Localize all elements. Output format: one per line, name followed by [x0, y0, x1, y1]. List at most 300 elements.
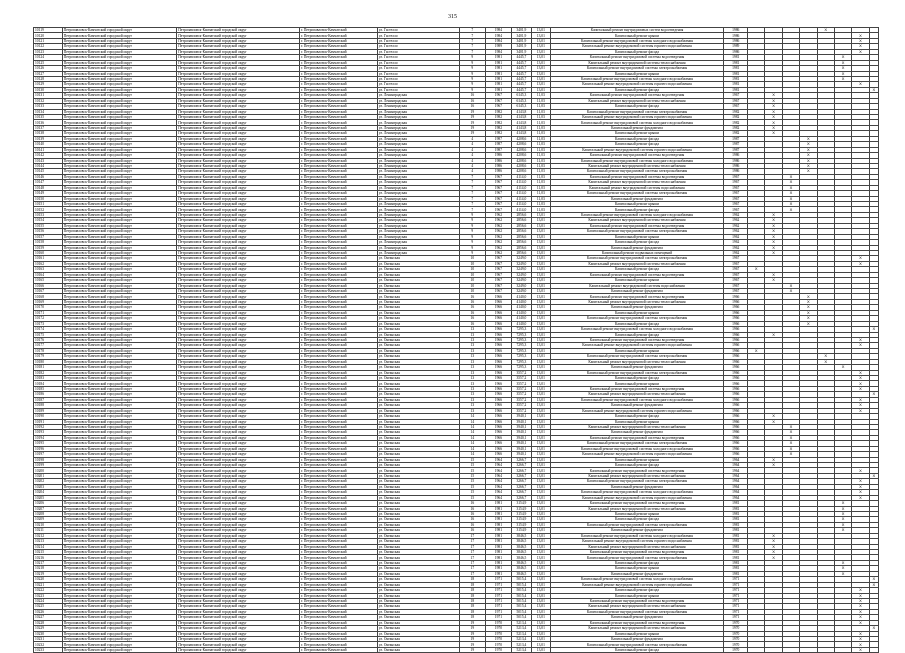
cell-city: г. Петропавловск-Камчатский	[299, 484, 377, 489]
cell-street: ул. Ленинградская	[377, 218, 459, 223]
cell-settlement: Петропавловск-Камчатский городской округ	[177, 593, 300, 598]
cell-cost: 13,01	[532, 511, 550, 516]
cell-work: Капитальный ремонт внутридомовой системы теплоснабжения	[550, 180, 724, 185]
cell-period: 1962	[724, 229, 748, 234]
cell-municipality: Петропавловск-Камчатский городской округ	[62, 272, 177, 277]
cell-num: 10162	[34, 261, 63, 266]
cell-house: 14	[459, 419, 486, 424]
cell-city: г. Петропавловск-Камчатский	[299, 109, 377, 114]
cell-cost: 13,01	[532, 261, 550, 266]
cell-period: 1967	[724, 289, 748, 294]
cell-settlement: Петропавловск-Камчатский городской округ	[177, 468, 300, 473]
cell-street: ул. Ленинградская	[377, 115, 459, 120]
cell-city: г. Петропавловск-Камчатский	[299, 403, 377, 408]
cell-area: 3557,2	[511, 370, 531, 375]
cell-x2: X	[765, 229, 782, 234]
cell-city: г. Петропавловск-Камчатский	[299, 82, 377, 87]
cell-cost: 13,01	[532, 479, 550, 484]
cell-city: г. Петропавловск-Камчатский	[299, 120, 377, 125]
cell-num: 10170	[34, 305, 63, 310]
cell-street: ул. Океанская	[377, 555, 459, 560]
cell-street: ул. Океанская	[377, 490, 459, 495]
cell-work: Капитальный ремонт внутридомовой системы электроснабжения	[550, 354, 724, 359]
cell-municipality: Петропавловск-Камчатский городской округ	[62, 153, 177, 158]
cell-work: Капитальный ремонт фундамента	[550, 289, 724, 294]
cell-num: 10213	[34, 539, 63, 544]
cell-work: Капитальный ремонт фасада	[550, 321, 724, 326]
cell-street: ул. Океанская	[377, 647, 459, 652]
cell-area: 3401,9	[511, 49, 531, 54]
cell-period: 1967	[724, 256, 748, 261]
cell-municipality: Петропавловск-Камчатский городской округ	[62, 180, 177, 185]
cell-x7: X	[852, 397, 869, 402]
cell-num: 10137	[34, 125, 63, 130]
cell-street: ул. Ленинградская	[377, 153, 459, 158]
cell-year: 1970	[486, 647, 512, 652]
cell-year: 1964	[486, 479, 512, 484]
cell-num: 10174	[34, 327, 63, 332]
cell-x3: X	[782, 441, 799, 446]
cell-street: ул. Океанская	[377, 267, 459, 272]
cell-work: Капитальный ремонт фасада	[550, 142, 724, 147]
cell-num: 10167	[34, 289, 63, 294]
cell-period: 1966	[724, 316, 748, 321]
cell-city: г. Петропавловск-Камчатский	[299, 261, 377, 266]
cell-work: Капитальный ремонт внутридомовой системы водоотведения	[550, 337, 724, 342]
cell-area: 3266,7	[511, 484, 531, 489]
cell-num: 10124	[34, 55, 63, 60]
cell-period: 1971	[724, 588, 748, 593]
cell-cost: 13,01	[532, 501, 550, 506]
cell-period: 1966	[724, 299, 748, 304]
cell-period: 1962	[724, 218, 748, 223]
cell-house: 18	[459, 577, 486, 582]
cell-work: Капитальный ремонт фасада	[550, 463, 724, 468]
cell-cost: 13,01	[532, 267, 550, 272]
cell-city: г. Петропавловск-Камчатский	[299, 202, 377, 207]
cell-city: г. Петропавловск-Камчатский	[299, 158, 377, 163]
cell-municipality: Петропавловск-Камчатский городской округ	[62, 386, 177, 391]
cell-cost: 13,01	[532, 359, 550, 364]
cell-city: г. Петропавловск-Камчатский	[299, 245, 377, 250]
cell-x2: X	[765, 125, 782, 130]
cell-cost: 11,03	[532, 158, 550, 163]
cell-street: ул. Ленинградская	[377, 234, 459, 239]
cell-x2: X	[765, 93, 782, 98]
cell-area: 4445,7	[511, 76, 531, 81]
cell-year: 1984	[486, 33, 512, 38]
cell-city: г. Петропавловск-Камчатский	[299, 283, 377, 288]
cell-cost: 13,01	[532, 256, 550, 261]
cell-city: г. Петропавловск-Камчатский	[299, 136, 377, 141]
cell-street: ул. Гастелло	[377, 82, 459, 87]
cell-work: Капитальный ремонт внутридомовой системы водоотведения	[550, 294, 724, 299]
cell-period: 1967	[724, 196, 748, 201]
cell-work: Капитальный ремонт внутридомовой системы холодного водоснабжения	[550, 120, 724, 125]
cell-street: ул. Ленинградская	[377, 245, 459, 250]
cell-period: 1964	[724, 479, 748, 484]
cell-settlement: Петропавловск-Камчатский городской округ	[177, 495, 300, 500]
cell-settlement: Петропавловск-Камчатский городской округ	[177, 55, 300, 60]
cell-street: ул. Океанская	[377, 588, 459, 593]
cell-year: 1966	[486, 310, 512, 315]
cell-settlement: Петропавловск-Камчатский городской округ	[177, 158, 300, 163]
cell-cost: 11,03	[532, 131, 550, 136]
cell-area: 4445,7	[511, 66, 531, 71]
cell-cost: 13,01	[532, 44, 550, 49]
cell-city: г. Петропавловск-Камчатский	[299, 392, 377, 397]
cell-house: 13	[459, 408, 486, 413]
cell-period: 1964	[724, 484, 748, 489]
cell-settlement: Петропавловск-Камчатский городской округ	[177, 202, 300, 207]
cell-city: г. Петропавловск-Камчатский	[299, 174, 377, 179]
cell-settlement: Петропавловск-Камчатский городской округ	[177, 76, 300, 81]
cell-house: 16	[459, 299, 486, 304]
cell-municipality: Петропавловск-Камчатский городской округ	[62, 506, 177, 511]
cell-area: 4143,8	[511, 120, 531, 125]
cell-period: 1970	[724, 626, 748, 631]
cell-settlement: Петропавловск-Камчатский городской округ	[177, 60, 300, 65]
cell-settlement: Петропавловск-Камчатский городской округ	[177, 637, 300, 642]
cell-house: 9	[459, 66, 486, 71]
cell-x2: X	[765, 457, 782, 462]
cell-period: 1966	[724, 337, 748, 342]
cell-house: 9	[459, 82, 486, 87]
cell-settlement: Петропавловск-Камчатский городской округ	[177, 615, 300, 620]
cell-year: 1971	[486, 582, 512, 587]
cell-municipality: Петропавловск-Камчатский городской округ	[62, 120, 177, 125]
cell-city: г. Петропавловск-Камчатский	[299, 424, 377, 429]
cell-work: Капитальный ремонт крыши	[550, 566, 724, 571]
cell-municipality: Петропавловск-Камчатский городской округ	[62, 115, 177, 120]
cell-municipality: Петропавловск-Камчатский городской округ	[62, 550, 177, 555]
cell-period: 1971	[724, 615, 748, 620]
cell-house: 7	[459, 180, 486, 185]
cell-period: 1967	[724, 261, 748, 266]
cell-house: 19	[459, 109, 486, 114]
cell-year: 1970	[486, 631, 512, 636]
cell-area: 5213,4	[511, 620, 531, 625]
cell-year: 1967	[486, 196, 512, 201]
cell-num: 10217	[34, 560, 63, 565]
cell-municipality: Петропавловск-Камчатский городской округ	[62, 647, 177, 652]
cell-year: 1981	[486, 544, 512, 549]
cell-street: ул. Океанская	[377, 609, 459, 614]
cell-street: ул. Гастелло	[377, 33, 459, 38]
cell-num: 10176	[34, 337, 63, 342]
cell-area: 3154,9	[511, 506, 531, 511]
cell-x5: X	[817, 354, 834, 359]
cell-street: ул. Океанская	[377, 278, 459, 283]
cell-municipality: Петропавловск-Камчатский городской округ	[62, 169, 177, 174]
cell-municipality: Петропавловск-Камчатский городской округ	[62, 588, 177, 593]
cell-work: Капитальный ремонт внутридомовой системы теплоснабжения	[550, 299, 724, 304]
cell-house: 16	[459, 522, 486, 527]
cell-num: 10214	[34, 544, 63, 549]
cell-num: 10158	[34, 240, 63, 245]
cell-area: 5213,4	[511, 631, 531, 636]
cell-cost: 13,01	[532, 55, 550, 60]
cell-area: 3940,1	[511, 441, 531, 446]
cell-house: 18	[459, 588, 486, 593]
cell-municipality: Петропавловск-Камчатский городской округ	[62, 376, 177, 381]
cell-settlement: Петропавловск-Камчатский городской округ	[177, 234, 300, 239]
cell-house: 17	[459, 550, 486, 555]
cell-work: Капитальный ремонт крыши	[550, 419, 724, 424]
cell-cost: 11,03	[532, 207, 550, 212]
cell-municipality: Петропавловск-Камчатский городской округ	[62, 299, 177, 304]
cell-municipality: Петропавловск-Камчатский городской округ	[62, 501, 177, 506]
cell-house: 10	[459, 289, 486, 294]
cell-city: г. Петропавловск-Камчатский	[299, 147, 377, 152]
cell-settlement: Петропавловск-Камчатский городской округ	[177, 240, 300, 245]
cell-house: 7	[459, 202, 486, 207]
cell-work: Капитальный ремонт внутридомовой системы горячего водоснабжения	[550, 343, 724, 348]
cell-period: 1981	[724, 555, 748, 560]
cell-year: 1981	[486, 571, 512, 576]
cell-area: 3940,1	[511, 414, 531, 419]
cell-municipality: Петропавловск-Камчатский городской округ	[62, 163, 177, 168]
cell-period: 1982	[724, 125, 748, 130]
cell-period: 1986	[724, 38, 748, 43]
cell-year: 1964	[486, 490, 512, 495]
cell-x3: X	[782, 289, 799, 294]
cell-city: г. Петропавловск-Камчатский	[299, 468, 377, 473]
cell-year: 1966	[486, 424, 512, 429]
cell-settlement: Петропавловск-Камчатский городской округ	[177, 332, 300, 337]
cell-work: Капитальный ремонт внутридомовой системы электроснабжения	[550, 316, 724, 321]
cell-street: ул. Океанская	[377, 506, 459, 511]
cell-house: 19	[459, 131, 486, 136]
cell-house: 9	[459, 218, 486, 223]
cell-city: г. Петропавловск-Камчатский	[299, 452, 377, 457]
cell-year: 1962	[486, 212, 512, 217]
cell-period: 1966	[724, 430, 748, 435]
cell-municipality: Петропавловск-Камчатский городской округ	[62, 365, 177, 370]
cell-num: 10123	[34, 49, 63, 54]
cell-municipality: Петропавловск-Камчатский городской округ	[62, 245, 177, 250]
cell-work: Капитальный ремонт крыши	[550, 71, 724, 76]
cell-x4: X	[800, 163, 817, 168]
cell-cost: 13,01	[532, 294, 550, 299]
cell-year: 1964	[486, 463, 512, 468]
cell-work: Капитальный ремонт фасада	[550, 104, 724, 109]
cell-area: 3940,1	[511, 452, 531, 457]
cell-work: Капитальный ремонт внутридомовой системы теплоснабжения	[550, 60, 724, 65]
cell-street: ул. Океанская	[377, 522, 459, 527]
cell-work: Капитальный ремонт фундамента	[550, 571, 724, 576]
cell-street: ул. Ленинградская	[377, 120, 459, 125]
cell-city: г. Петропавловск-Камчатский	[299, 332, 377, 337]
cell-x7: X	[852, 33, 869, 38]
cell-house: 18	[459, 615, 486, 620]
cell-num: 10199	[34, 463, 63, 468]
cell-work: Капитальный ремонт фундамента	[550, 615, 724, 620]
cell-num: 10132	[34, 98, 63, 103]
cell-municipality: Петропавловск-Камчатский городской округ	[62, 408, 177, 413]
cell-municipality: Петропавловск-Камчатский городской округ	[62, 533, 177, 538]
cell-settlement: Петропавловск-Камчатский городской округ	[177, 354, 300, 359]
cell-num: 10221	[34, 582, 63, 587]
cell-area: 7295,3	[511, 332, 531, 337]
cell-cost: 11,03	[532, 185, 550, 190]
cell-num: 10163	[34, 267, 63, 272]
cell-city: г. Петропавловск-Камчатский	[299, 495, 377, 500]
cell-x4: X	[800, 305, 817, 310]
cell-x7: X	[852, 490, 869, 495]
cell-period: 1962	[724, 240, 748, 245]
cell-num: 10119	[34, 28, 63, 33]
cell-city: г. Петропавловск-Камчатский	[299, 76, 377, 81]
cell-x4: X	[800, 169, 817, 174]
cell-x3: X	[782, 452, 799, 457]
cell-area: 4114,0	[511, 174, 531, 179]
cell-num: 10198	[34, 457, 63, 462]
cell-period: 1966	[724, 332, 748, 337]
cell-house: 13	[459, 370, 486, 375]
cell-period: 1966	[724, 424, 748, 429]
cell-settlement: Петропавловск-Камчатский городской округ	[177, 33, 300, 38]
cell-city: г. Петропавловск-Камчатский	[299, 305, 377, 310]
cell-x5: X	[817, 359, 834, 364]
cell-work: Капитальный ремонт крыши	[550, 457, 724, 462]
cell-work: Капитальный ремонт крыши	[550, 593, 724, 598]
cell-municipality: Петропавловск-Камчатский городской округ	[62, 631, 177, 636]
cell-settlement: Петропавловск-Камчатский городской округ	[177, 528, 300, 533]
cell-settlement: Петропавловск-Камчатский городской округ	[177, 479, 300, 484]
cell-city: г. Петропавловск-Камчатский	[299, 218, 377, 223]
cell-num: 10121	[34, 38, 63, 43]
cell-street: ул. Океанская	[377, 577, 459, 582]
cell-num: 10140	[34, 142, 63, 147]
cell-num: 10179	[34, 354, 63, 359]
cell-settlement: Петропавловск-Камчатский городской округ	[177, 125, 300, 130]
cell-cost: 11,03	[532, 120, 550, 125]
cell-num: 10147	[34, 180, 63, 185]
cell-street: ул. Океанская	[377, 441, 459, 446]
cell-work: Капитальный ремонт внутридомовой системы холодного водоснабжения	[550, 38, 724, 43]
cell-street: ул. Океанская	[377, 473, 459, 478]
cell-area: 3249,0	[511, 278, 531, 283]
cell-house: 17	[459, 555, 486, 560]
cell-num: 10223	[34, 593, 63, 598]
cell-num: 10172	[34, 316, 63, 321]
cell-num: 10141	[34, 147, 63, 152]
cell-period: 1986	[724, 163, 748, 168]
cell-year: 1967	[486, 180, 512, 185]
cell-x6: X	[834, 60, 851, 65]
cell-year: 1966	[486, 370, 512, 375]
cell-work: Капитальный ремонт внутридомовой системы водоотведения	[550, 501, 724, 506]
cell-city: г. Петропавловск-Камчатский	[299, 316, 377, 321]
cell-city: г. Петропавловск-Камчатский	[299, 359, 377, 364]
cell-area: 3557,2	[511, 403, 531, 408]
cell-cost: 13,01	[532, 408, 550, 413]
cell-area: 3249,0	[511, 272, 531, 277]
cell-year: 1966	[486, 397, 512, 402]
cell-year: 1966	[486, 452, 512, 457]
cell-work: Капитальный ремонт фундамента	[550, 430, 724, 435]
cell-cost: 13,01	[532, 446, 550, 451]
cell-work: Капитальный ремонт внутридомовых систем водоотведения	[550, 28, 724, 33]
cell-street: ул. Ленинградская	[377, 229, 459, 234]
cell-x2: X	[765, 131, 782, 136]
cell-house: 9	[459, 71, 486, 76]
cell-municipality: Петропавловск-Камчатский городской округ	[62, 261, 177, 266]
cell-settlement: Петропавловск-Камчатский городской округ	[177, 533, 300, 538]
cell-city: г. Петропавловск-Камчатский	[299, 560, 377, 565]
cell-year: 1966	[486, 435, 512, 440]
cell-x2: X	[765, 332, 782, 337]
cell-area: 3940,1	[511, 424, 531, 429]
cell-area: 4140,0	[511, 294, 531, 299]
cell-cost: 13,01	[532, 66, 550, 71]
cell-num: 10226	[34, 609, 63, 614]
cell-street: ул. Океанская	[377, 261, 459, 266]
cell-street: ул. Гастелло	[377, 71, 459, 76]
cell-year: 1966	[486, 419, 512, 424]
cell-house: 4	[459, 136, 486, 141]
cell-street: ул. Океанская	[377, 365, 459, 370]
cell-x6: X	[834, 511, 851, 516]
cell-area: 3266,7	[511, 473, 531, 478]
cell-area: 3266,7	[511, 479, 531, 484]
cell-work: Капитальный ремонт внутридомовой системы горячего водоснабжения	[550, 82, 724, 87]
cell-settlement: Петропавловск-Камчатский городской округ	[177, 484, 300, 489]
cell-period: 1981	[724, 550, 748, 555]
cell-settlement: Петропавловск-Камчатский городской округ	[177, 49, 300, 54]
cell-settlement: Петропавловск-Камчатский городской округ	[177, 131, 300, 136]
cell-year: 1966	[486, 403, 512, 408]
cell-municipality: Петропавловск-Камчатский городской округ	[62, 544, 177, 549]
cell-year: 1981	[486, 66, 512, 71]
cell-municipality: Петропавловск-Камчатский городской округ	[62, 473, 177, 478]
cell-settlement: Петропавловск-Камчатский городской округ	[177, 185, 300, 190]
cell-work: Капитальный ремонт внутридомовой системы теплоснабжения	[550, 359, 724, 364]
cell-num: 10184	[34, 381, 63, 386]
cell-area: 4208,6	[511, 136, 531, 141]
cell-num: 10228	[34, 620, 63, 625]
cell-street: ул. Гастелло	[377, 87, 459, 92]
cell-year: 1971	[486, 593, 512, 598]
cell-street: ул. Гастелло	[377, 28, 459, 33]
cell-period: 1962	[724, 250, 748, 255]
cell-settlement: Петропавловск-Камчатский городской округ	[177, 381, 300, 386]
cell-settlement: Петропавловск-Камчатский городской округ	[177, 66, 300, 71]
cell-period: 1966	[724, 370, 748, 375]
cell-house: 13	[459, 381, 486, 386]
cell-house: 16	[459, 305, 486, 310]
cell-street: ул. Океанская	[377, 463, 459, 468]
cell-house: 16	[459, 506, 486, 511]
cell-area: 3557,2	[511, 376, 531, 381]
cell-x6: X	[834, 76, 851, 81]
cell-num: 10183	[34, 376, 63, 381]
cell-cost: 13,01	[532, 414, 550, 419]
cell-house: 15	[459, 495, 486, 500]
cell-cost: 11,03	[532, 169, 550, 174]
cell-work: Капитальный ремонт фундамента	[550, 637, 724, 642]
cell-num: 10146	[34, 174, 63, 179]
cell-street: ул. Океанская	[377, 256, 459, 261]
cell-street: ул. Ленинградская	[377, 191, 459, 196]
cell-period: 1987	[724, 136, 748, 141]
cell-period: 1964	[724, 468, 748, 473]
cell-municipality: Петропавловск-Камчатский городской округ	[62, 615, 177, 620]
cell-area: 3846,5	[511, 555, 531, 560]
cell-house: 16	[459, 316, 486, 321]
cell-area: 6145,3	[511, 98, 531, 103]
